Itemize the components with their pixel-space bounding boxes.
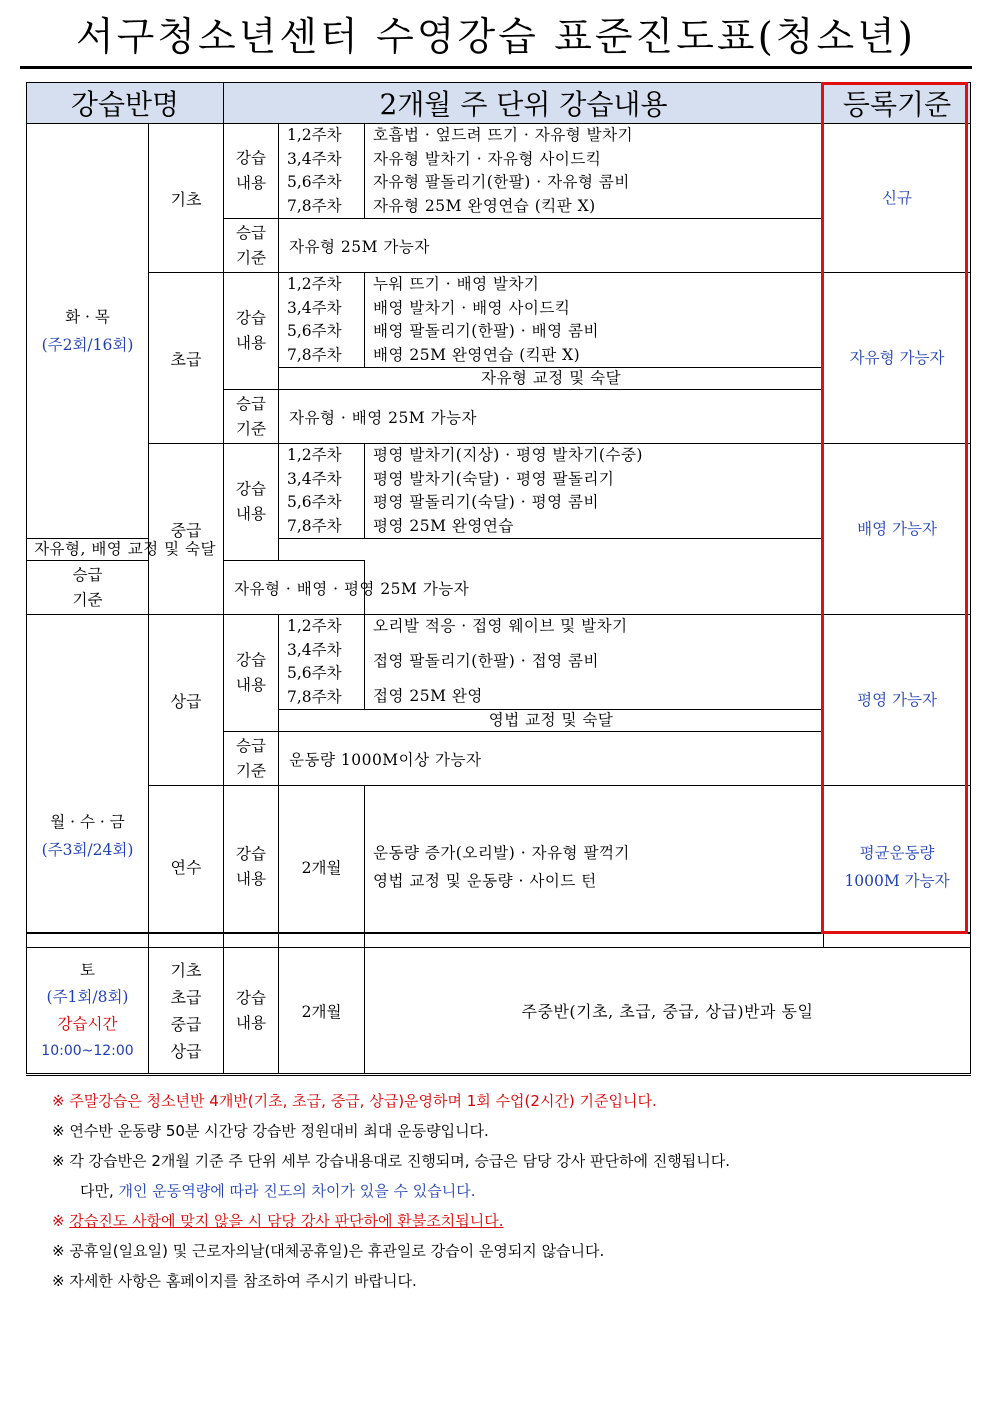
- note-progress: ※ 각 강습반은 2개월 기준 주 단위 세부 강습내용대로 진행되며, 승급은 담당 강사 판단하에 진행됩니다.: [52, 1152, 731, 1170]
- lesson-content-intermediate: 평영 발차기(지상) · 평영 발차기(수중) 평영 발차기(숙달) · 평영 팔돌리기 평영 팔돌리기(숙달) · 평영 콤비 평영 25M 완영연습: [365, 444, 824, 539]
- lesson-label: 강습 내용: [224, 124, 279, 219]
- promotion-label: 승급 기준: [27, 561, 149, 615]
- lesson-label: 강습 내용: [224, 273, 279, 390]
- table-row: [27, 273, 971, 368]
- note-training: ※ 연수반 운동량 50분 시간당 강습반 정원대비 최대 운동량입니다.: [52, 1122, 489, 1140]
- table-row: [27, 615, 971, 710]
- extra-content-advanced: 영법 교정 및 숙달: [279, 710, 824, 732]
- level-beginner: 초급: [149, 273, 224, 444]
- note-weekend: ※ 주말강습은 청소년반 4개반(기초, 초급, 중급, 상급)운영하며 1회 수업(2시간) 기준입니다.: [52, 1092, 657, 1110]
- group-frequency: (주3회/24회): [41, 841, 134, 859]
- lesson-content-basic: 호흡법 · 엎드려 뜨기 · 자유형 발차기 자유형 발차기 · 자유형 사이드킥 자유형 팔돌리기(한팔) · 자유형 콤비 자유형 25M 완영연습 (킥판 X): [365, 124, 824, 219]
- lesson-content-beginner: 누워 뜨기 · 배영 발차기 배영 발차기 · 배영 사이드킥 배영 팔돌리기(한팔) · 배영 콤비 배영 25M 완영연습 (킥판 X): [365, 273, 824, 368]
- lesson-label: 강습 내용: [224, 786, 279, 948]
- weekend-divider: [26, 932, 970, 934]
- note-progress-highlight: 개인 운동역량에 따라 진도의 차이가 있을 수 있습니다.: [118, 1182, 476, 1200]
- weekend-frequency: (주1회/8회): [46, 987, 129, 1006]
- promotion-label: 승급 기준: [224, 732, 279, 786]
- week-labels: 1,2주차 3,4주차 5,6주차 7,8주차: [279, 124, 365, 219]
- table-row: [27, 786, 971, 948]
- curriculum-table: [26, 82, 971, 1076]
- registration-beginner: 자유형 가능자: [824, 273, 971, 444]
- promotion-criteria-beginner: 자유형 · 배영 25M 가능자: [279, 390, 824, 444]
- weekend-time: 10:00~12:00: [41, 1042, 134, 1059]
- table-row: [27, 444, 971, 539]
- level-advanced: 상급: [149, 615, 224, 786]
- promotion-criteria-advanced: 운동량 1000M이상 가능자: [279, 732, 824, 786]
- level-training: 연수: [149, 786, 224, 948]
- weekend-duration: 2개월: [279, 948, 365, 1075]
- extra-content-beginner: 자유형 교정 및 숙달: [279, 368, 824, 390]
- table-row: [27, 124, 971, 219]
- title-underline: [20, 66, 972, 69]
- lesson-label: 강습 내용: [224, 615, 279, 732]
- header-content: 2개월 주 단위 강습내용: [224, 83, 824, 124]
- lesson-content-training: 운동량 증가(오리발) · 자유형 팔꺽기 영법 교정 및 운동량 · 사이드 턴: [365, 786, 824, 948]
- lesson-content-advanced: 오리발 적응 · 접영 웨이브 및 발차기 접영 팔돌리기(한팔) · 접영 콤비 접영 25M 완영: [365, 615, 824, 710]
- promotion-label: 승급 기준: [224, 390, 279, 444]
- level-basic: 기초: [149, 124, 224, 273]
- weekend-time-label: 강습시간: [57, 1014, 118, 1033]
- group-day: 월 · 수 · 금: [50, 813, 125, 831]
- week-labels: 1,2주차 3,4주차 5,6주차 7,8주차: [279, 444, 365, 539]
- weekend-day: 토: [80, 960, 95, 979]
- promotion-criteria-basic: 자유형 25M 가능자: [279, 219, 824, 273]
- group-weekend: [27, 948, 149, 1075]
- header-class-name: 강습반명: [27, 83, 224, 124]
- weekend-row: [27, 948, 971, 1075]
- promotion-label: 승급 기준: [224, 219, 279, 273]
- promotion-criteria-intermediate: 자유형 · 배영 · 평영 25M 가능자: [224, 561, 365, 615]
- note-refund: ※ 강습진도 사항에 맞지 않을 시 담당 강사 판단하에 환불조치됩니다.: [52, 1212, 504, 1230]
- table-header-row: [27, 83, 971, 124]
- lesson-label: 강습 내용: [224, 444, 279, 561]
- training-duration: 2개월: [279, 786, 365, 948]
- week-labels: 1,2주차 3,4주차 5,6주차 7,8주차: [279, 273, 365, 368]
- group-day: 화 · 목: [65, 308, 110, 326]
- header-registration: 등록기준: [824, 83, 971, 124]
- group-mon-wed-fri: [27, 615, 149, 948]
- registration-advanced: 평영 가능자: [824, 615, 971, 786]
- week-labels: 1,2주차 3,4주차 5,6주차 7,8주차: [279, 615, 365, 710]
- extra-content-intermediate: 자유형, 배영 교정 및 숙달: [27, 539, 224, 561]
- notes-section: [52, 1086, 972, 1296]
- group-tue-thu: [27, 124, 149, 539]
- registration-basic: 신규: [824, 124, 971, 273]
- level-intermediate: 중급: [149, 444, 224, 615]
- weekend-levels: 기초 초급 중급 상급: [149, 948, 224, 1075]
- group-frequency: (주2회/16회): [41, 336, 134, 354]
- registration-training: 평균운동량 1000M 가능자: [824, 786, 971, 948]
- note-homepage: ※ 자세한 사항은 홈페이지를 참조하여 주시기 바랍니다.: [52, 1272, 417, 1290]
- note-progress-continued: 다만, 개인 운동역량에 따라 진도의 차이가 있을 수 있습니다.: [80, 1182, 476, 1200]
- weekend-content: 주중반(기초, 초급, 중급, 상급)반과 동일: [365, 948, 971, 1075]
- registration-intermediate: 배영 가능자: [824, 444, 971, 615]
- note-holiday: ※ 공휴일(일요일) 및 근로자의날(대체공휴일)은 휴관일로 강습이 운영되지 않습니다.: [52, 1242, 605, 1260]
- page-title: 서구청소년센터 수영강습 표준진도표(청소년): [75, 15, 917, 60]
- lesson-label: 강습 내용: [224, 948, 279, 1075]
